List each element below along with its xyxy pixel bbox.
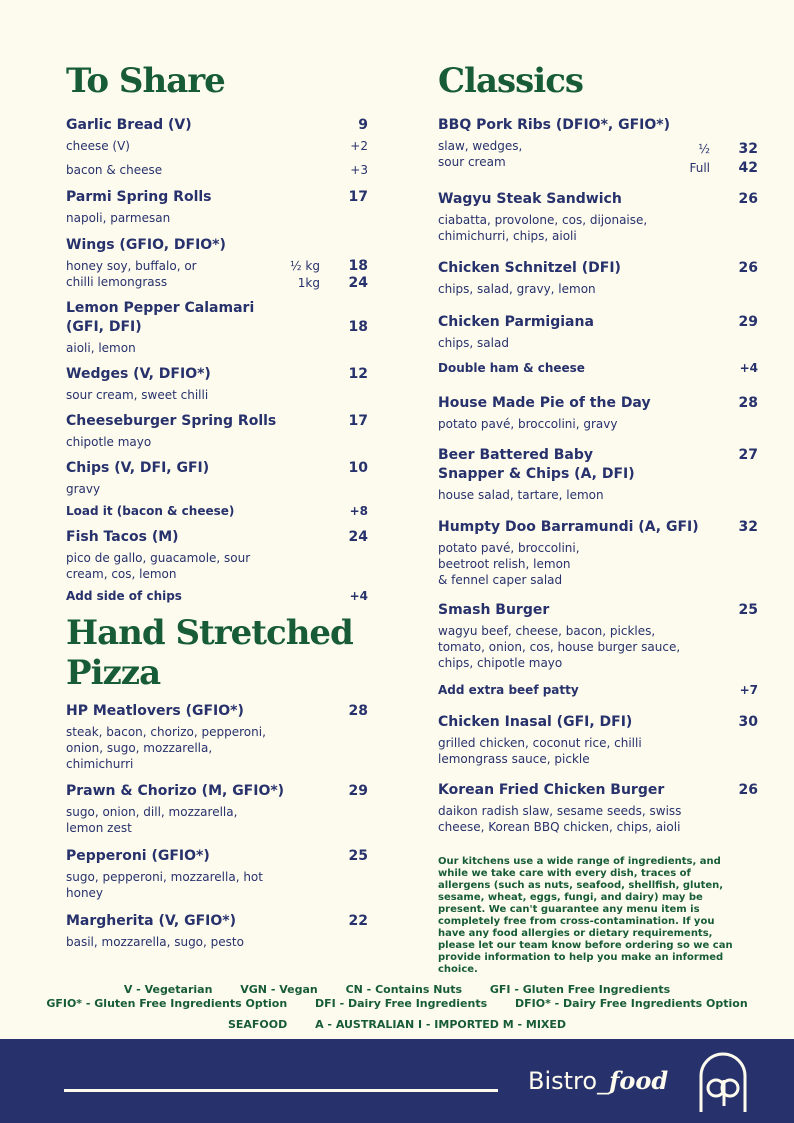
item-name: House Made Pie of the Day xyxy=(438,395,651,411)
brand-regular: Bistro_ xyxy=(528,1067,610,1095)
item-description: chipotle mayo xyxy=(66,435,152,449)
menu-item-barramundi xyxy=(438,518,758,588)
item-name: BBQ Pork Ribs (DFIO*, GFIO*) xyxy=(438,117,670,133)
size-half xyxy=(698,141,758,158)
item-price: 28 xyxy=(738,395,758,411)
item-price: 17 xyxy=(348,413,368,429)
item-price: 17 xyxy=(348,189,368,205)
item-name-line-2: Snapper & Chips (A, DFI) xyxy=(438,466,635,482)
legend-row-2 xyxy=(0,997,794,1011)
item-description-line-3: & fennel caper salad xyxy=(438,573,563,587)
option-label: cheese (V) xyxy=(66,139,130,153)
item-name-line-1: Beer Battered Baby xyxy=(438,447,593,463)
item-price: 9 xyxy=(358,117,368,133)
menu-item-prawn-chorizo xyxy=(66,782,368,836)
item-price: 10 xyxy=(348,460,368,476)
menu-item-fish-tacos xyxy=(66,528,368,582)
size-1kg xyxy=(297,275,368,292)
item-price: 27 xyxy=(738,447,758,463)
legend-item: V - Vegetarian xyxy=(123,983,213,996)
item-description-line-2: beetroot relish, lemon xyxy=(438,557,571,571)
brand-bold: food xyxy=(609,1066,669,1095)
item-price: 25 xyxy=(738,602,758,618)
option-bacon-cheese xyxy=(66,162,368,178)
legend-row-1 xyxy=(0,983,794,997)
addon-price: +4 xyxy=(349,589,368,603)
menu-item-snapper-chips xyxy=(438,446,758,503)
item-description-line-1: potato pavé, broccolini, xyxy=(438,541,580,555)
item-price: 22 xyxy=(348,913,368,929)
menu-item-pie-of-the-day xyxy=(438,394,758,432)
menu-item-wings xyxy=(66,236,368,290)
menu-item-wedges xyxy=(66,365,368,403)
menu-item-pepperoni xyxy=(66,847,368,901)
item-price: 29 xyxy=(738,314,758,330)
item-description: gravy xyxy=(66,482,101,496)
item-price: 32 xyxy=(738,519,758,535)
item-name: Fish Tacos (M) xyxy=(66,529,179,545)
menu-item-smash-burger xyxy=(438,601,758,671)
size-price: 42 xyxy=(738,160,758,176)
item-name: Prawn & Chorizo (M, GFIO*) xyxy=(66,783,285,799)
item-description: house salad, tartare, lemon xyxy=(438,488,604,502)
item-price: 12 xyxy=(348,366,368,382)
item-price: 18 xyxy=(348,319,368,335)
to-share-heading: To Share xyxy=(66,61,225,101)
addon-price: +4 xyxy=(739,361,758,375)
addon-side-of-chips xyxy=(66,588,368,604)
size-label: ½ xyxy=(698,142,710,156)
item-description: chips, salad, gravy, lemon xyxy=(438,282,596,296)
item-description: sour cream, sweet chilli xyxy=(66,388,209,402)
item-description: potato pavé, broccolini, gravy xyxy=(438,417,618,431)
addon-price: +8 xyxy=(349,504,368,518)
item-name: Chicken Parmigiana xyxy=(438,314,594,330)
item-price: 28 xyxy=(348,703,368,719)
size-label: 1kg xyxy=(297,276,320,290)
item-name: Chips (V, DFI, GFI) xyxy=(66,460,210,476)
menu-item-chips xyxy=(66,459,368,497)
item-name: Parmi Spring Rolls xyxy=(66,189,212,205)
item-description: aioli, lemon xyxy=(66,341,136,355)
legend-item: DFIO* - Dairy Free Ingredients Option xyxy=(514,997,748,1010)
addon-label: Add extra beef patty xyxy=(438,683,579,697)
item-description: napoli, parmesan xyxy=(66,211,171,225)
item-description: ciabatta, provolone, cos, dijonaise, chimichurri, chips, aioli xyxy=(438,213,648,243)
item-name: Chicken Inasal (GFI, DFI) xyxy=(438,714,633,730)
item-name: Cheeseburger Spring Rolls xyxy=(66,413,277,429)
item-name: HP Meatlovers (GFIO*) xyxy=(66,703,244,719)
size-price: 32 xyxy=(738,141,758,157)
item-name: Humpty Doo Barramundi (A, GFI) xyxy=(438,519,699,535)
item-description: slaw, wedges, sour cream xyxy=(438,139,523,169)
item-name: Pepperoni (GFIO*) xyxy=(66,848,210,864)
item-description: pico de gallo, guacamole, sour cream, cos, lemon xyxy=(66,551,251,581)
addon-double-ham-cheese xyxy=(438,360,758,376)
addon-label: Add side of chips xyxy=(66,589,182,603)
size-price: 18 xyxy=(348,258,368,274)
item-description: chips, salad xyxy=(438,336,509,350)
legend-row-3 xyxy=(0,1018,794,1032)
size-full xyxy=(689,160,758,177)
legend-item: SEAFOOD xyxy=(227,1018,288,1031)
legend-item: VGN - Vegan xyxy=(240,983,318,996)
menu-item-chicken-parmigiana xyxy=(438,313,758,351)
option-cheese xyxy=(66,138,368,154)
bistro-monogram-icon xyxy=(697,1052,749,1114)
menu-item-bbq-pork-ribs xyxy=(438,116,758,170)
classics-heading: Classics xyxy=(438,61,584,101)
menu-item-parmi-spring-rolls xyxy=(66,188,368,226)
item-description: wagyu beef, cheese, bacon, pickles, tomato, onion, cos, house burger sauce, chips, chipotle mayo xyxy=(438,624,681,670)
item-name: Korean Fried Chicken Burger xyxy=(438,782,665,798)
item-name: Wedges (V, DFIO*) xyxy=(66,366,211,382)
menu-item-meatlovers xyxy=(66,702,368,772)
item-price: 24 xyxy=(348,529,368,545)
item-description: basil, mozzarella, sugo, pesto xyxy=(66,935,244,949)
menu-item-garlic-bread xyxy=(66,116,368,135)
item-price: 25 xyxy=(348,848,368,864)
legend-item: GFI - Gluten Free Ingredients xyxy=(489,983,671,996)
addon-extra-beef-patty xyxy=(438,682,758,698)
addon-label: Load it (bacon & cheese) xyxy=(66,504,235,518)
size-label: ½ kg xyxy=(289,259,320,273)
addon-load-it xyxy=(66,503,368,519)
addon-price: +7 xyxy=(739,683,758,697)
size-half-kg xyxy=(289,258,368,275)
legend-item: CN - Contains Nuts xyxy=(345,983,463,996)
item-price: 29 xyxy=(348,783,368,799)
item-price: 26 xyxy=(738,260,758,276)
item-name: Wings (GFIO, DFIO*) xyxy=(66,237,226,253)
footer-bar xyxy=(0,1039,794,1123)
item-name: Smash Burger xyxy=(438,602,550,618)
item-name: Wagyu Steak Sandwich xyxy=(438,191,622,207)
brand-wordmark xyxy=(528,1066,668,1096)
pizza-heading-line-2: Pizza xyxy=(66,653,161,693)
option-price: +3 xyxy=(350,163,368,177)
allergen-notice: Our kitchens use a wide range of ingredients, and while we take care with every dish, traces of allergens (such as nuts, seafood, shellfish, gluten, sesame, wheat, eggs, fungi, and dairy) may be present. We can't guarantee any menu item is completely free from cross-contamination. If you have any food allergies or dietary requirements, please let our team know before ordering so we can provide information to help you make an informed choice. xyxy=(438,856,733,975)
option-price: +2 xyxy=(350,139,368,153)
item-description: sugo, pepperoni, mozzarella, hot honey xyxy=(66,870,263,900)
item-description: daikon radish slaw, sesame seeds, swiss cheese, Korean BBQ chicken, chips, aioli xyxy=(438,804,682,834)
menu-item-chicken-schnitzel xyxy=(438,259,758,297)
item-description: honey soy, buffalo, or chilli lemongrass xyxy=(66,259,197,289)
legend-item: A - AUSTRALIAN I - IMPORTED M - MIXED xyxy=(315,1018,567,1031)
item-price: 26 xyxy=(738,191,758,207)
menu-item-chicken-inasal xyxy=(438,713,758,767)
legend-item: GFIO* - Gluten Free Ingredients Option xyxy=(46,997,288,1010)
size-label: Full xyxy=(689,161,710,175)
menu-item-calamari xyxy=(66,299,368,356)
item-name: Chicken Schnitzel (DFI) xyxy=(438,260,621,276)
item-name: Lemon Pepper Calamari (GFI, DFI) xyxy=(66,300,255,335)
item-name: Garlic Bread (V) xyxy=(66,117,192,133)
item-price: 26 xyxy=(738,782,758,798)
menu-item-korean-chicken-burger xyxy=(438,781,758,835)
addon-label: Double ham & cheese xyxy=(438,361,585,375)
item-description: sugo, onion, dill, mozzarella, lemon zest xyxy=(66,805,238,835)
item-price: 30 xyxy=(738,714,758,730)
legend-item: DFI - Dairy Free Ingredients xyxy=(315,997,488,1010)
pizza-heading-line-1: Hand Stretched xyxy=(66,613,353,653)
size-price: 24 xyxy=(348,275,368,291)
item-description: steak, bacon, chorizo, pepperoni, onion, sugo, mozzarella, chimichurri xyxy=(66,725,266,771)
item-description: grilled chicken, coconut rice, chilli lemongrass sauce, pickle xyxy=(438,736,642,766)
menu-item-wagyu-steak-sandwich xyxy=(438,190,758,244)
item-name: Margherita (V, GFIO*) xyxy=(66,913,236,929)
footer-divider xyxy=(64,1089,498,1092)
menu-item-cheeseburger-spring-rolls xyxy=(66,412,368,450)
option-label: bacon & cheese xyxy=(66,163,163,177)
menu-item-margherita xyxy=(66,912,368,950)
